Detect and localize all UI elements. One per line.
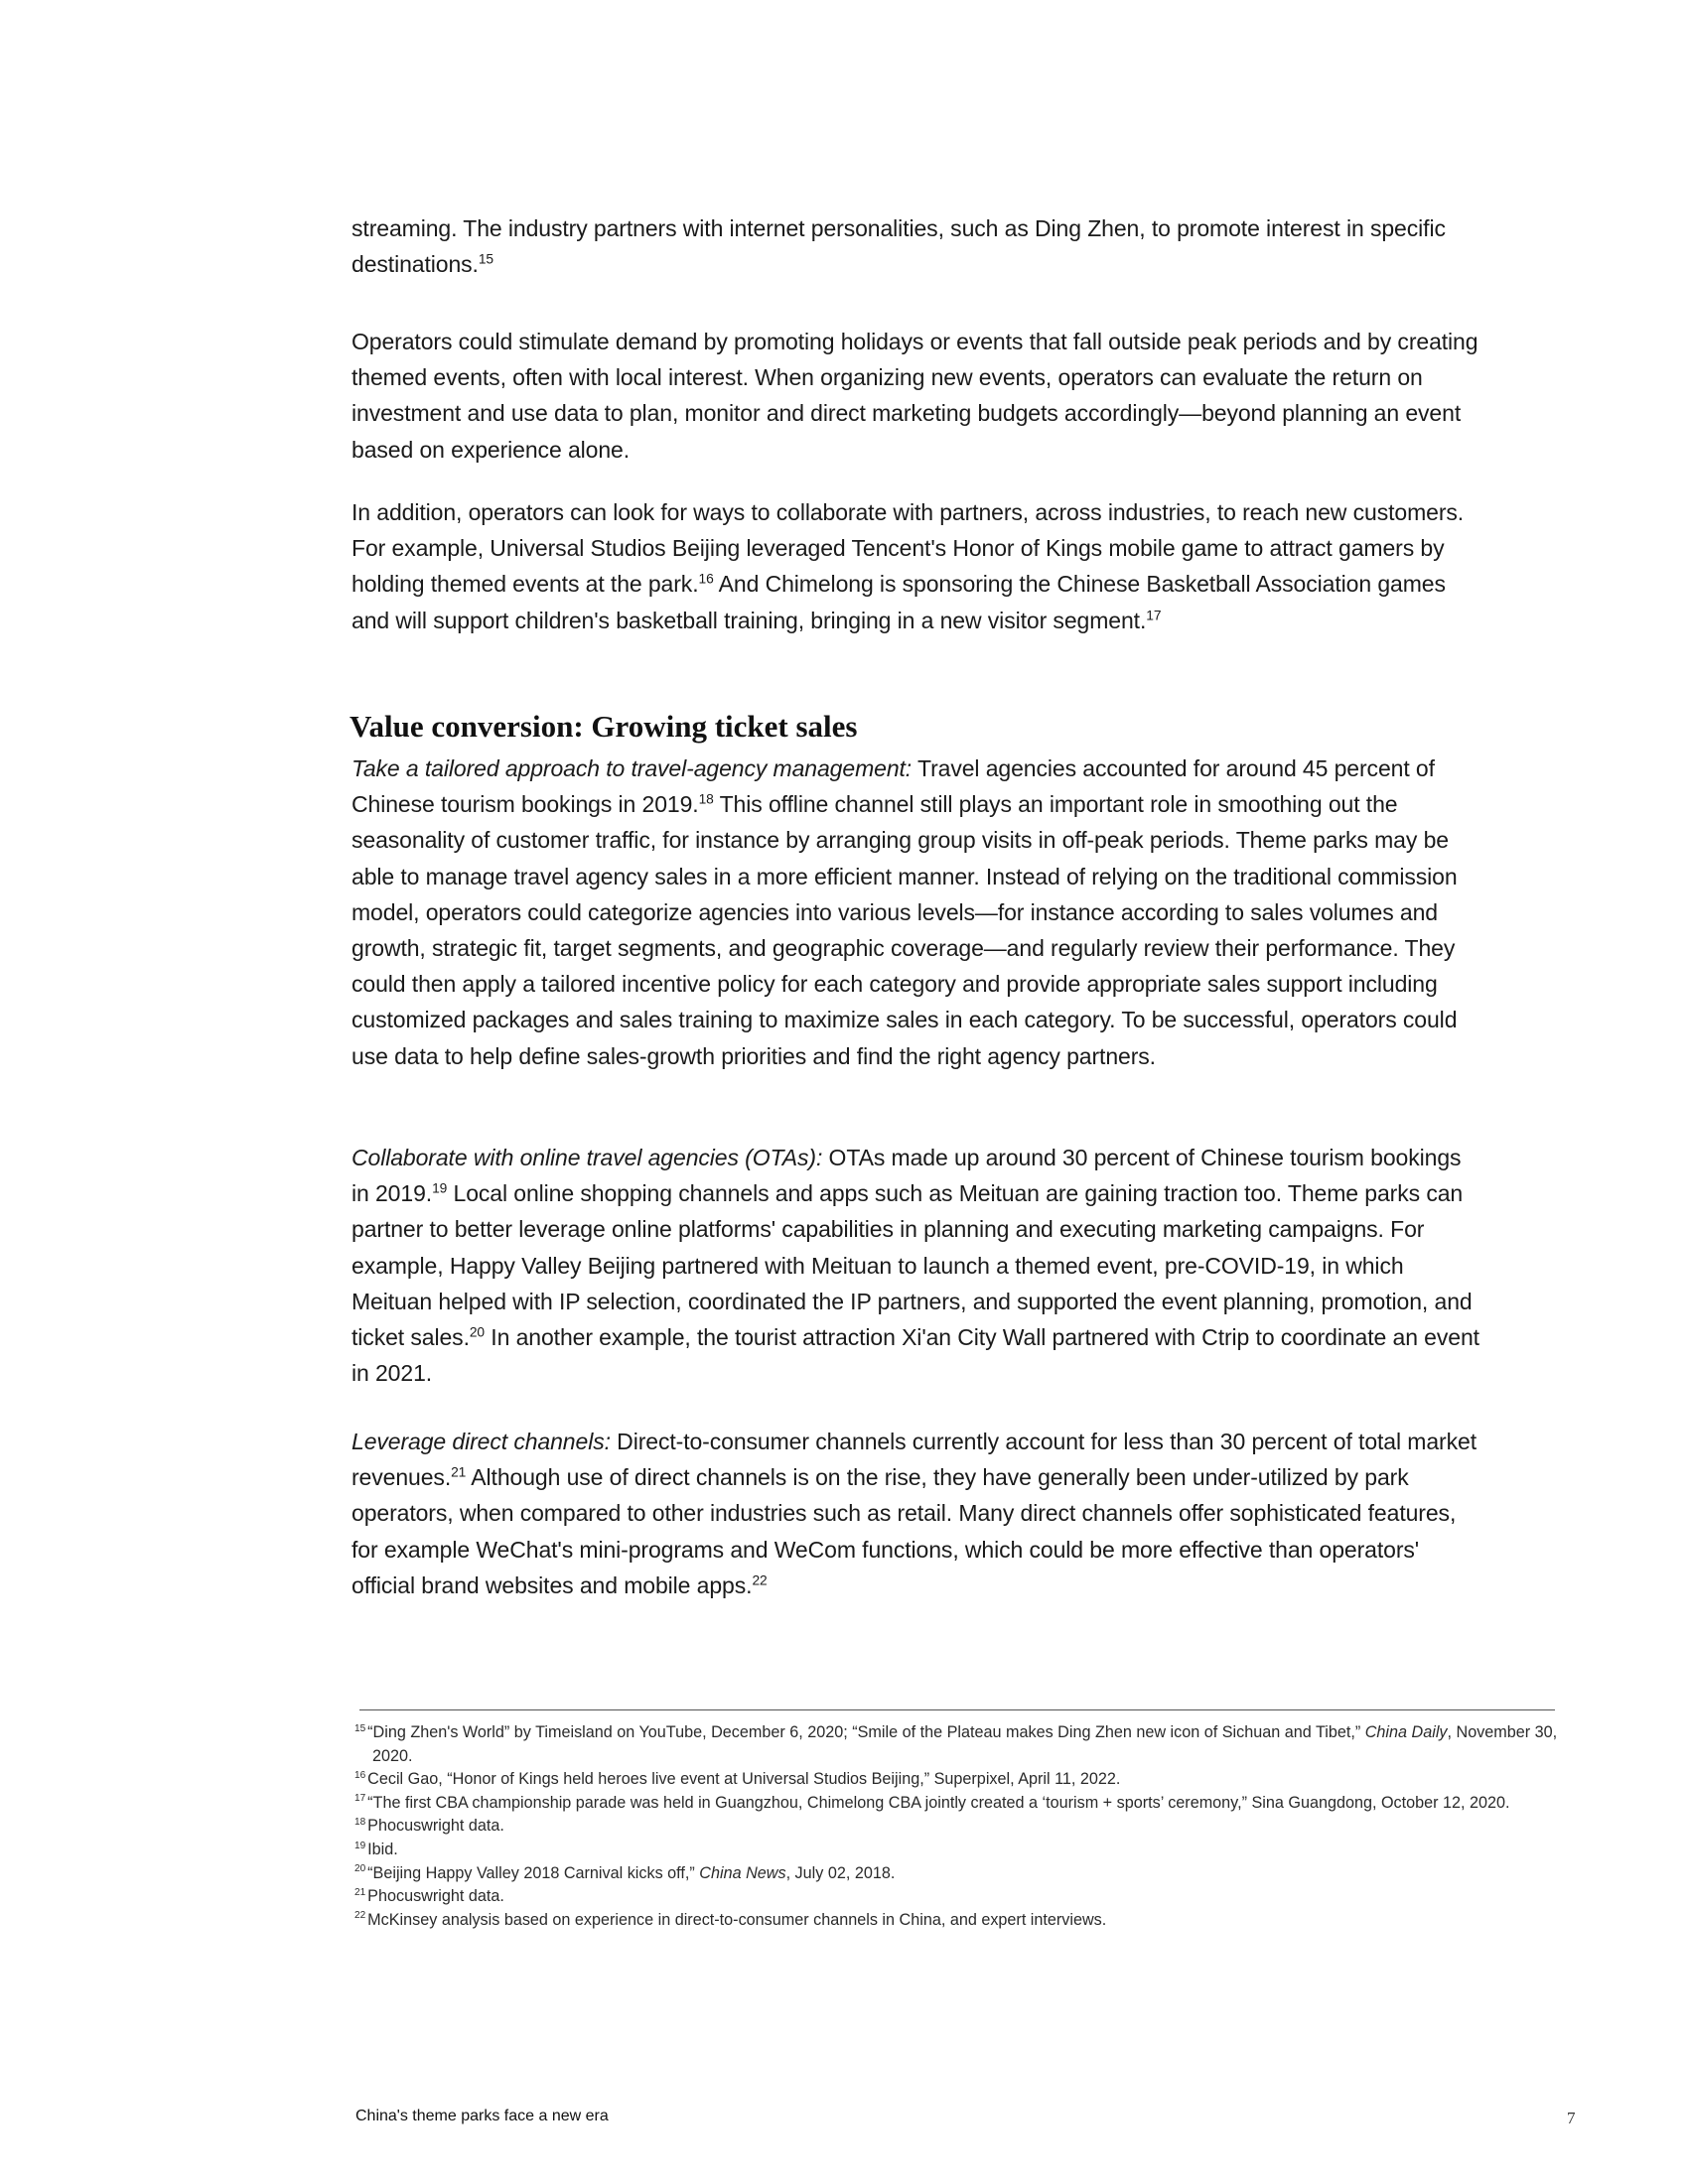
footnote-item bbox=[354, 1815, 1566, 1839]
footnotes-list bbox=[354, 1721, 1566, 1932]
footnote-item bbox=[354, 1839, 1566, 1862]
footnote-number: 19 bbox=[354, 1840, 366, 1851]
direct-paragraph bbox=[352, 1424, 1483, 1603]
agency-text-a: Travel agencies accounted for around 45 percent of Chinese tourism bookings in 2019. bbox=[352, 755, 1435, 818]
footnote-text: Ibid. bbox=[367, 1840, 398, 1858]
ota-text-c: In another example, the tourist attraction Xi'an City Wall partnered with Ctrip to coordinate an event in 2021. bbox=[352, 1324, 1479, 1387]
footnote-number: 22 bbox=[354, 1910, 366, 1922]
footnote-item bbox=[354, 1721, 1566, 1768]
footnote-number: 17 bbox=[354, 1793, 366, 1805]
footnote-text: Cecil Gao, “Honor of Kings held heroes live event at Universal Studios Beijing,” Superpixel, April 11, 2022. bbox=[367, 1770, 1121, 1789]
footnote-text: Phocuswright data. bbox=[367, 1817, 504, 1836]
footnote-ref-21[interactable]: 21 bbox=[451, 1464, 467, 1480]
footer-report-title: China's theme parks face a new era bbox=[355, 2108, 609, 2124]
footnote-text: McKinsey analysis based on experience in direct-to-consumer channels in China, and expert interviews. bbox=[367, 1910, 1107, 1929]
footnote-number: 15 bbox=[354, 1722, 366, 1734]
ota-lead: Collaborate with online travel agencies (OTAs): bbox=[352, 1145, 823, 1170]
intro-text: streaming. The industry partners with internet personalities, such as Ding Zhen, to promote interest in specific destinations. bbox=[352, 215, 1446, 278]
direct-text-b: Although use of direct channels is on the rise, they have generally been under-utilized by park operators, when compared to other industries such as retail. Many direct channels offer sophisticated features, for example WeChat's mini-programs and WeCom functions, which could be more effective than operators' official brand websites and mobile apps. bbox=[352, 1464, 1457, 1598]
partners-text-b: And Chimelong is sponsoring the Chinese Basketball Association games and will support children's basketball training, bringing in a new visitor segment. bbox=[352, 571, 1446, 633]
footnote-text: “Beijing Happy Valley 2018 Carnival kicks off,” bbox=[367, 1863, 700, 1882]
footnote-item bbox=[354, 1862, 1566, 1886]
intro-paragraph bbox=[352, 210, 1483, 282]
operators-paragraph bbox=[352, 324, 1483, 468]
page-number: 7 bbox=[1567, 2109, 1576, 2127]
footnote-item bbox=[354, 1885, 1566, 1909]
footnote-number: 16 bbox=[354, 1769, 366, 1781]
footnote-ref-17[interactable]: 17 bbox=[1146, 607, 1162, 622]
footnote-item bbox=[354, 1792, 1566, 1816]
footnote-number: 20 bbox=[354, 1863, 366, 1875]
footnote-text-tail: , July 02, 2018. bbox=[785, 1863, 896, 1882]
footnote-ref-15[interactable]: 15 bbox=[478, 251, 493, 267]
footnote-ref-19[interactable]: 19 bbox=[432, 1180, 448, 1196]
footnote-divider bbox=[359, 1709, 1555, 1710]
footnote-ref-22[interactable]: 22 bbox=[752, 1572, 768, 1588]
footnote-source-italic: China Daily bbox=[1364, 1723, 1448, 1741]
agency-text-b: This offline channel still plays an important role in smoothing out the seasonality of customer traffic, for instance by arranging group visits in off-peak periods. Theme parks may be able to manage travel agency sales in a more efficient manner. Instead of relying on the traditional commission model, operators could categorize agencies into various levels—for instance according to sales volumes and growth, strategic fit, target segments, and geographic coverage—and regularly review their performance. They could then apply a tailored incentive policy for each category and provide appropriate sales support including customized packages and sales training to maximize sales in each category. To be successful, operators could use data to help define sales-growth priorities and find the right agency partners. bbox=[352, 791, 1458, 1069]
footnote-text-tail: , November 30, 2020. bbox=[372, 1723, 1558, 1765]
footnote-number: 21 bbox=[354, 1886, 366, 1898]
agency-paragraph bbox=[352, 751, 1483, 1074]
footnote-ref-20[interactable]: 20 bbox=[469, 1324, 486, 1340]
footnote-item bbox=[354, 1768, 1566, 1792]
partners-paragraph bbox=[352, 494, 1483, 638]
operators-text: Operators could stimulate demand by promoting holidays or events that fall outside peak periods and by creating themed events, often with local interest. When organizing new events, operators can evaluate the return on investment and use data to plan, monitor and direct marketing budgets accordingly—beyond planning an event based on experience alone. bbox=[352, 329, 1478, 463]
footnote-text: “The first CBA championship parade was held in Guangzhou, Chimelong CBA jointly created a ‘tourism + sports’ ceremony,” Sina Guangdong, October 12, 2020. bbox=[367, 1793, 1510, 1812]
section-heading: Value conversion: Growing ticket sales bbox=[350, 709, 858, 744]
footnote-number: 18 bbox=[354, 1816, 366, 1828]
ota-text-b: Local online shopping channels and apps such as Meituan are gaining traction too. Theme parks can partner to better leverage online platforms' capabilities in planning and executing marketing campaigns. For example, Happy Valley Beijing partnered with Meituan to launch a themed event, pre-COVID-19, in which Meituan helped with IP selection, coordinated the IP partners, and supported the event planning, promotion, and ticket sales. bbox=[352, 1180, 1473, 1351]
footnote-source-italic: China News bbox=[699, 1863, 786, 1882]
footnote-text: “Ding Zhen's World” by Timeisland on YouTube, December 6, 2020; “Smile of the Plateau makes Ding Zhen new icon of Sichuan and Tibet,” bbox=[367, 1723, 1365, 1741]
ota-text-a: OTAs made up around 30 percent of Chinese tourism bookings in 2019. bbox=[352, 1145, 1462, 1207]
ota-paragraph bbox=[352, 1140, 1483, 1391]
direct-text-a: Direct-to-consumer channels currently account for less than 30 percent of total market revenues. bbox=[352, 1429, 1477, 1491]
footnote-ref-16[interactable]: 16 bbox=[698, 571, 714, 587]
agency-lead: Take a tailored approach to travel-agency management: bbox=[352, 755, 913, 781]
footnote-ref-18[interactable]: 18 bbox=[698, 791, 714, 807]
partners-text-a: In addition, operators can look for ways to collaborate with partners, across industries, to reach new customers. For example, Universal Studios Beijing leveraged Tencent's Honor of Kings mobile game to attract gamers by holding themed events at the park. bbox=[352, 499, 1465, 598]
footnote-text: Phocuswright data. bbox=[367, 1887, 504, 1906]
footnote-item bbox=[354, 1909, 1566, 1933]
direct-lead: Leverage direct channels: bbox=[352, 1429, 611, 1454]
